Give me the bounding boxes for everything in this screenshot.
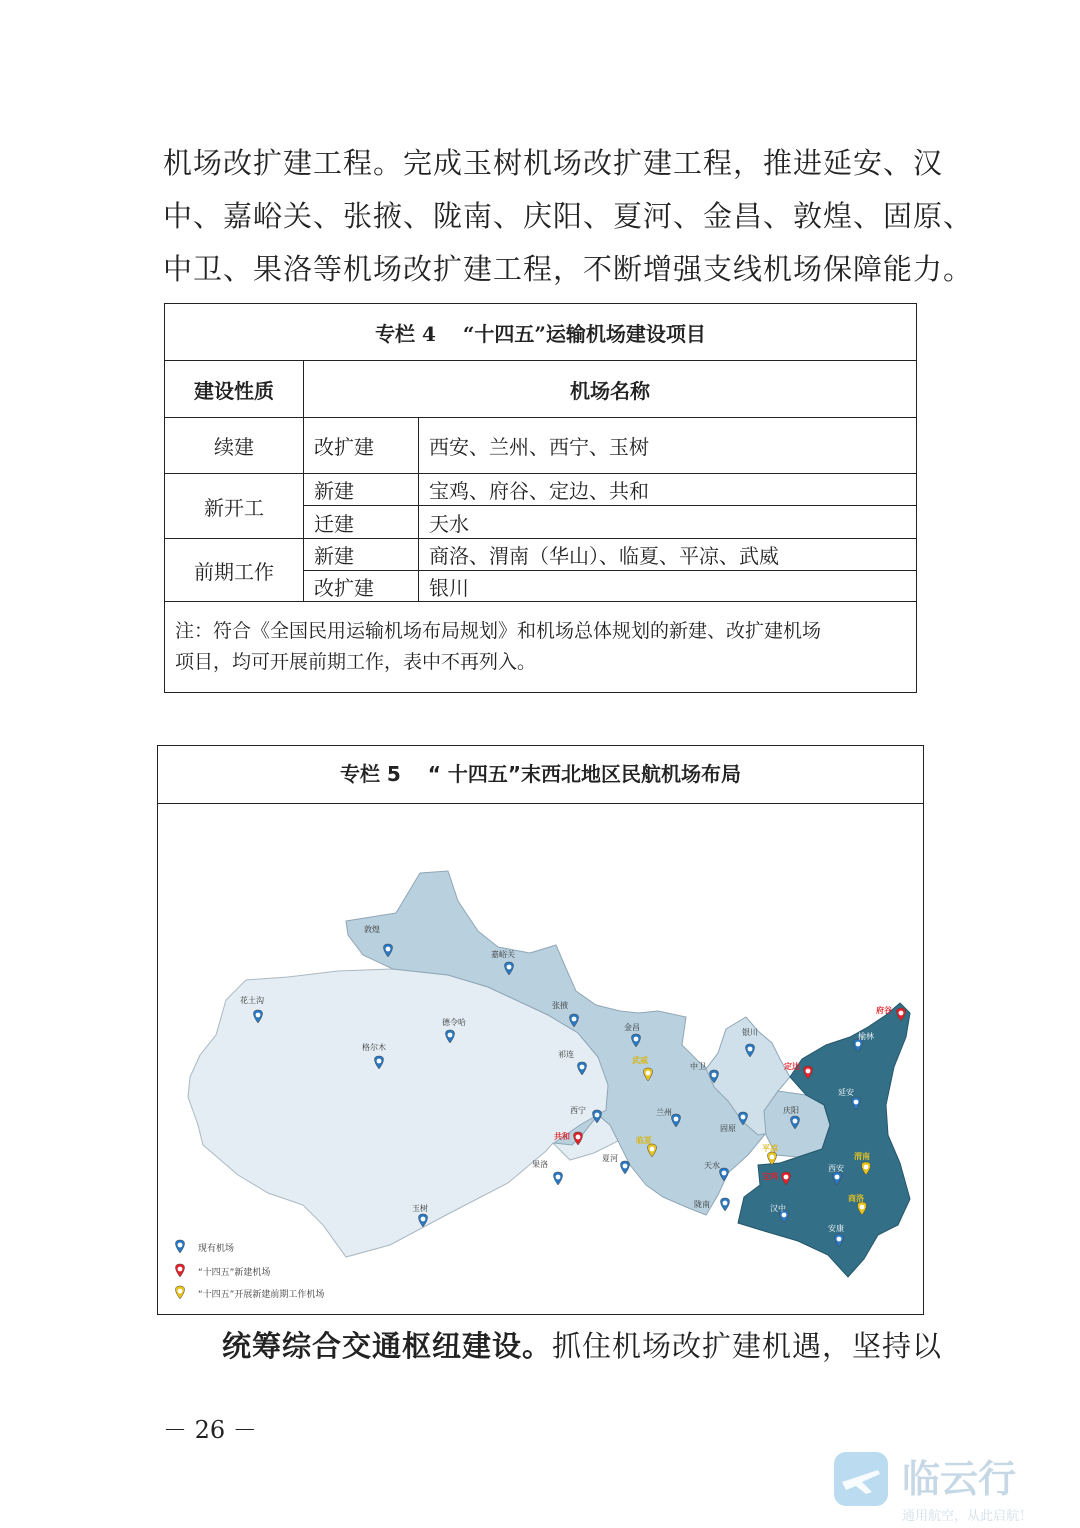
svg-text:延安: 延安 — [838, 1088, 854, 1097]
airport-names-cell: 西安、兰州、西宁、玉树 — [419, 418, 917, 474]
airport-names-cell: 天水 — [419, 506, 917, 539]
svg-text:榆林: 榆林 — [858, 1032, 874, 1041]
watermark-slogan: 通用航空，从此启航！ — [902, 1509, 1033, 1524]
legend-existing-icon — [176, 1240, 185, 1253]
svg-text:张掖: 张掖 — [552, 1001, 568, 1010]
svg-text:夏河: 夏河 — [602, 1154, 618, 1163]
column-5-box — [157, 745, 924, 1315]
subtype-cell: 新建 — [304, 539, 419, 571]
svg-text:花土沟: 花土沟 — [240, 996, 264, 1005]
category-cell: 前期工作 — [165, 539, 304, 602]
svg-text:定边: 定边 — [784, 1062, 800, 1071]
map-legend — [176, 1240, 325, 1300]
airport-pingliang — [762, 1143, 779, 1165]
bottom-paragraph — [222, 1324, 942, 1365]
watermark-name: 临云行 — [902, 1457, 1017, 1501]
table-column-4 — [164, 303, 917, 693]
svg-text:庆阳: 庆阳 — [783, 1106, 799, 1115]
svg-text:陇南: 陇南 — [694, 1200, 710, 1209]
svg-text:安康: 安康 — [828, 1224, 844, 1233]
svg-text:银川: 银川 — [742, 1028, 758, 1037]
subtype-cell: 改扩建 — [304, 571, 419, 602]
intro-paragraph — [163, 137, 974, 296]
airport-xiahe — [602, 1154, 630, 1174]
svg-text:共和: 共和 — [554, 1132, 570, 1141]
svg-text:中卫: 中卫 — [690, 1062, 706, 1071]
svg-text:果洛: 果洛 — [532, 1160, 548, 1169]
subtype-cell: 迁建 — [304, 506, 419, 539]
svg-text:府谷: 府谷 — [876, 1006, 892, 1015]
table-row — [165, 474, 917, 506]
airport-names-cell: 银川 — [419, 571, 917, 602]
intro-line-3: 中卫、果洛等机场改扩建工程，不断增强支线机场保障能力。 — [163, 252, 974, 286]
page-number: － 26 － — [163, 1416, 257, 1444]
header-airport-names: 机场名称 — [304, 361, 917, 418]
subtype-cell: 新建 — [304, 474, 419, 506]
airport-guoluo — [532, 1159, 563, 1185]
svg-text:西安: 西安 — [828, 1164, 844, 1173]
svg-text:金昌: 金昌 — [624, 1023, 640, 1032]
legend-prep-label: “十四五”开展新建前期工作机场 — [198, 1290, 325, 1300]
svg-text:商洛: 商洛 — [848, 1194, 864, 1203]
intro-line-2: 中、嘉峪关、张掖、陇南、庆阳、夏河、金昌、敦煌、固原、 — [163, 199, 974, 233]
watermark-logo — [832, 1448, 1062, 1528]
legend-existing-label: 现有机场 — [198, 1244, 235, 1254]
svg-text:西宁: 西宁 — [570, 1106, 586, 1115]
airport-names-cell: 宝鸡、府谷、定边、共和 — [419, 474, 917, 506]
table4-note — [165, 602, 917, 693]
svg-text:玉树: 玉树 — [412, 1204, 428, 1213]
table-row — [165, 418, 917, 474]
intro-line-1: 机场改扩建工程。完成玉树机场改扩建工程，推进延安、汉 — [163, 146, 944, 180]
table-row — [165, 539, 917, 571]
bottom-rest-text: 抓住机场改扩建机遇，坚持以 — [552, 1329, 943, 1363]
box5-title: 专栏 5 “ 十四五”末西北地区民航机场布局 — [158, 746, 923, 804]
legend-new-icon — [176, 1264, 185, 1277]
legend-prep-icon — [176, 1286, 185, 1299]
svg-text:格尔木: 格尔木 — [362, 1043, 386, 1052]
svg-text:德令哈: 德令哈 — [442, 1018, 466, 1027]
legend-new-label: “十四五”新建机场 — [198, 1268, 271, 1278]
svg-text:固原: 固原 — [720, 1124, 736, 1133]
subtype-cell: 改扩建 — [304, 418, 419, 474]
svg-text:天水: 天水 — [704, 1161, 720, 1170]
svg-text:敦煌: 敦煌 — [364, 925, 380, 934]
category-cell: 续建 — [165, 418, 304, 474]
svg-text:宝鸡: 宝鸡 — [762, 1172, 778, 1181]
svg-text:汉中: 汉中 — [770, 1204, 786, 1213]
svg-text:嘉峪关: 嘉峪关 — [491, 950, 515, 959]
svg-text:临夏: 临夏 — [636, 1136, 652, 1145]
table4-title: 专栏 4 “十四五”运输机场建设项目 — [165, 304, 917, 361]
header-construction-type: 建设性质 — [165, 361, 304, 418]
svg-text:祁连: 祁连 — [558, 1050, 574, 1059]
note-line-1: 注：符合《全国民用运输机场布局规划》和机场总体规划的新建、改扩建机场 — [175, 620, 822, 642]
svg-text:兰州: 兰州 — [656, 1108, 672, 1117]
note-line-2: 项目，均可开展前期工作，表中不再列入。 — [175, 651, 537, 673]
svg-text:渭南: 渭南 — [854, 1152, 870, 1161]
svg-text:平凉: 平凉 — [762, 1144, 778, 1153]
airport-names-cell: 商洛、渭南（华山）、临夏、平凉、武威 — [419, 539, 917, 571]
bottom-bold-lead: 统筹综合交通枢纽建设。 — [222, 1329, 553, 1363]
svg-text:武威: 武威 — [632, 1056, 648, 1065]
northwest-airport-map — [158, 805, 923, 1313]
category-cell: 新开工 — [165, 474, 304, 539]
